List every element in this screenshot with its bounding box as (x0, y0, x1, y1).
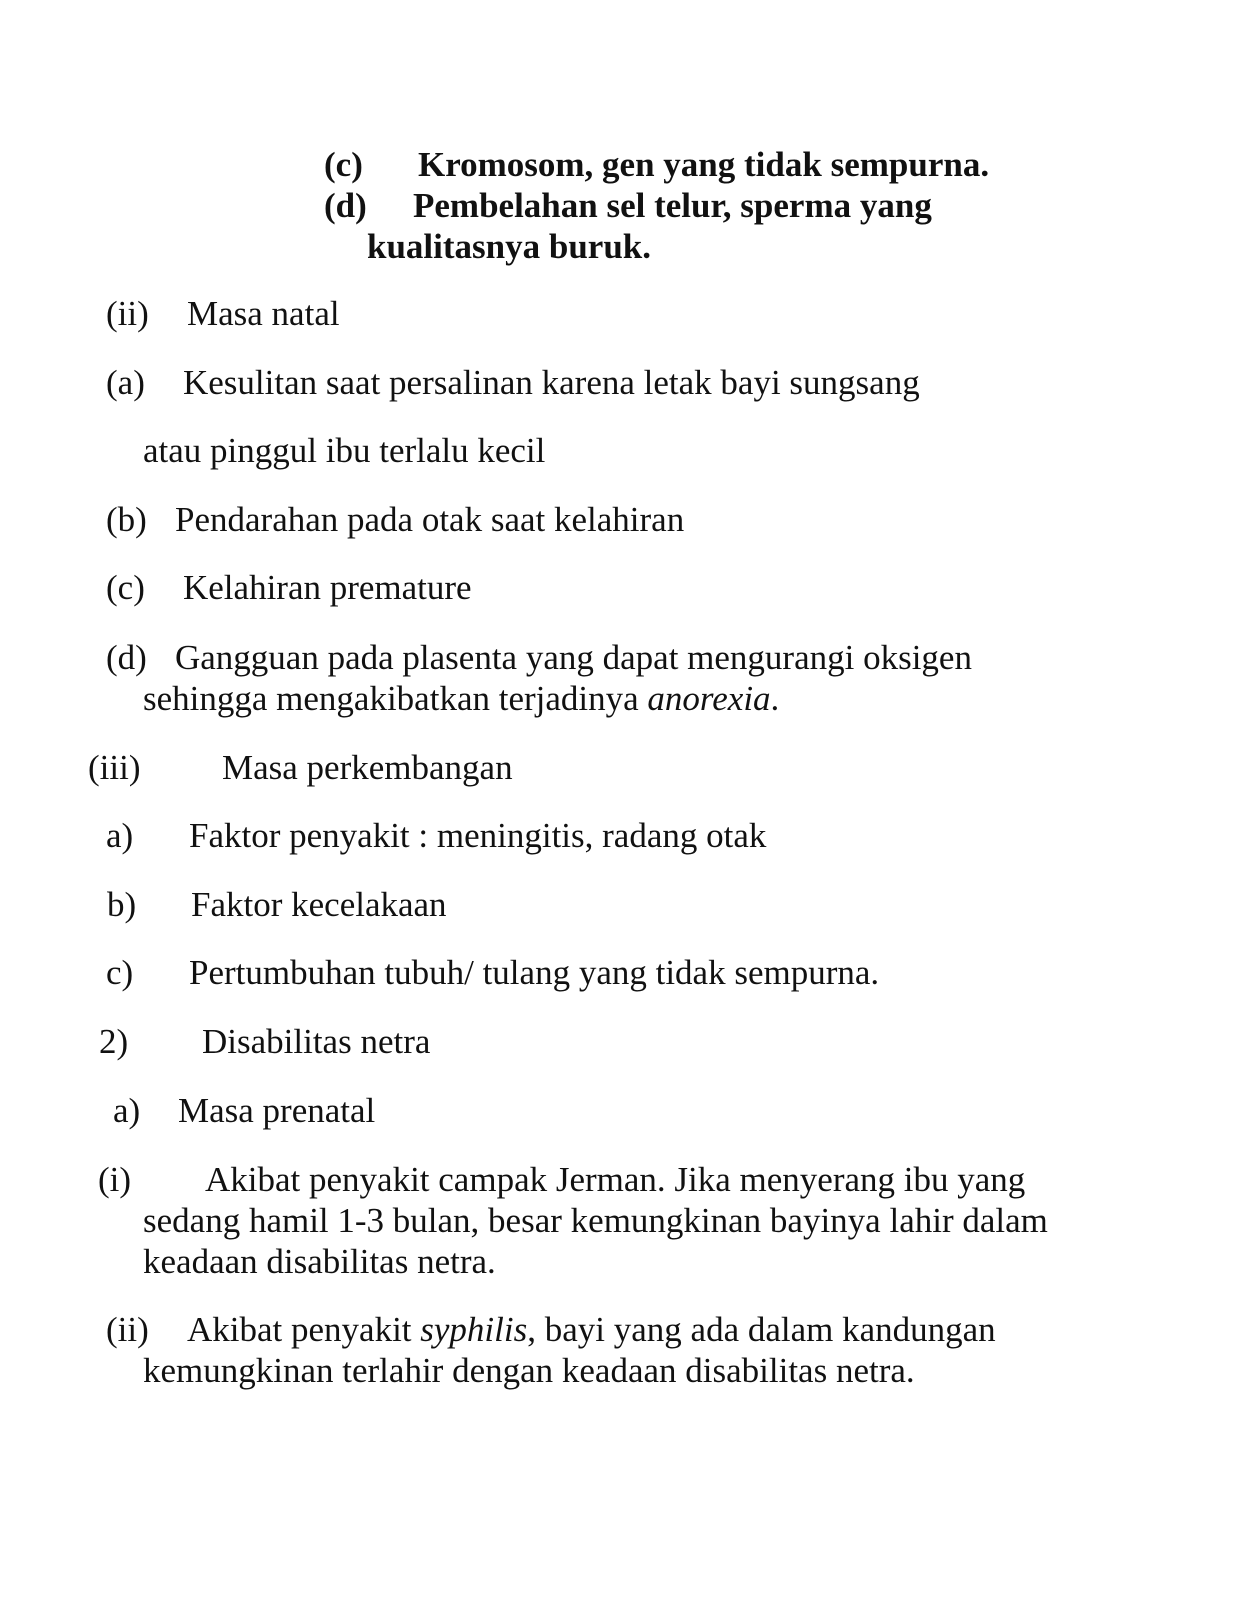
section-heading-disabilitas-netra: Disabilitas netra (202, 1022, 431, 1061)
item-label-d: (d) (324, 186, 367, 225)
prenatal-text-i-line2: sedang hamil 1-3 bulan, besar kemungkinan bayinya lahir dalam (143, 1201, 1048, 1240)
natal-text-a-cont: atau pinggul ibu terlalu kecil (143, 431, 546, 470)
netra-heading-masa-prenatal: Masa prenatal (178, 1091, 376, 1130)
prenatal-text-ii (187, 1310, 996, 1350)
natal-text-d-cont-prefix: sehingga mengakibatkan terjadinya (143, 679, 648, 718)
prenatal-text-i-line3: keadaan disabilitas netra. (143, 1242, 496, 1281)
perkembangan-text-a: Faktor penyakit : meningitis, radang otak (189, 816, 767, 855)
section-label-iii: (iii) (88, 748, 141, 787)
term-syphilis: syphilis (420, 1310, 528, 1349)
section-heading-masa-natal: Masa natal (187, 294, 340, 333)
perkembangan-label-b: b) (107, 885, 137, 924)
term-anorexia: anorexia (647, 679, 771, 718)
natal-label-d: (d) (106, 638, 147, 677)
prenatal-label-i: (i) (98, 1160, 132, 1199)
prenatal-text-i: Akibat penyakit campak Jerman. Jika menyerang ibu yang (205, 1160, 1026, 1199)
perkembangan-text-b: Faktor kecelakaan (191, 885, 447, 924)
natal-text-d: Gangguan pada plasenta yang dapat mengurangi oksigen (175, 638, 972, 677)
item-text-kromosom: Kromosom, gen yang tidak sempurna. (418, 145, 990, 184)
section-label-2: 2) (99, 1022, 129, 1061)
natal-text-d-cont-suffix: . (770, 679, 780, 718)
prenatal-text-ii-prefix: Akibat penyakit (187, 1310, 421, 1349)
natal-label-b: (b) (106, 500, 147, 539)
natal-label-c: (c) (106, 568, 145, 607)
section-heading-masa-perkembangan: Masa perkembangan (222, 748, 513, 787)
natal-text-b: Pendarahan pada otak saat kelahiran (175, 500, 685, 539)
perkembangan-text-c: Pertumbuhan tubuh/ tulang yang tidak sempurna. (189, 953, 880, 992)
natal-label-a: (a) (106, 363, 145, 402)
perkembangan-label-a: a) (106, 816, 134, 855)
item-label-c: (c) (324, 145, 363, 184)
natal-text-d-cont (143, 679, 779, 719)
prenatal-text-ii-line2: kemungkinan terlahir dengan keadaan disabilitas netra. (143, 1351, 915, 1390)
prenatal-text-ii-suffix: , bayi yang ada dalam kandungan (527, 1310, 996, 1349)
prenatal-label-ii: (ii) (106, 1310, 149, 1349)
perkembangan-label-c: c) (106, 953, 134, 992)
natal-text-a: Kesulitan saat persalinan karena letak bayi sungsang (183, 363, 920, 402)
item-text-pembelahan-cont: kualitasnya buruk. (367, 227, 652, 266)
section-label-ii: (ii) (106, 294, 149, 333)
item-text-pembelahan: Pembelahan sel telur, sperma yang (413, 186, 932, 225)
natal-text-c: Kelahiran premature (183, 568, 472, 607)
netra-label-a: a) (113, 1091, 141, 1130)
